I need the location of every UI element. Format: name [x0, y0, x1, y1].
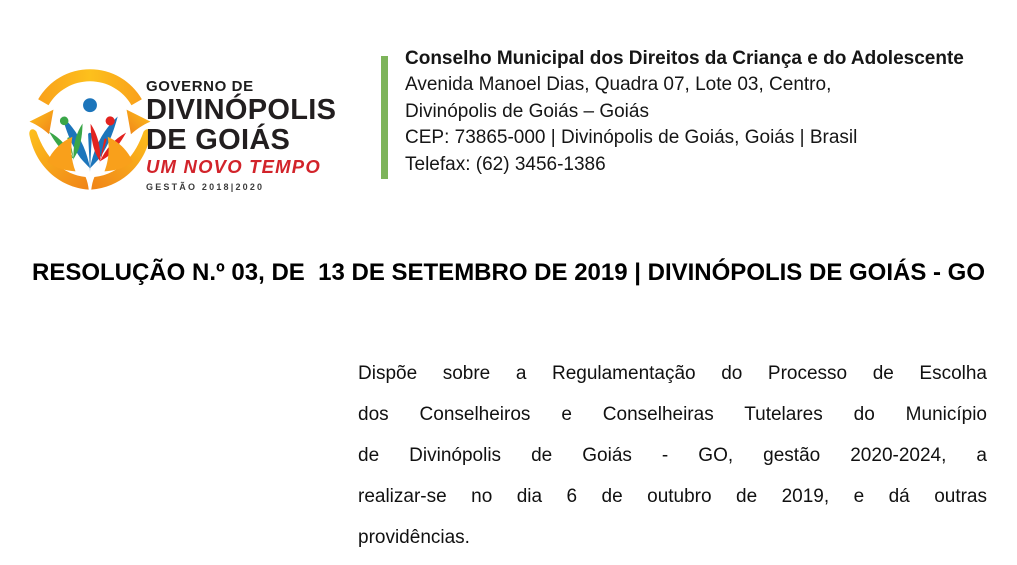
vertical-divider — [381, 56, 388, 179]
address-line: CEP: 73865-000 | Divinópolis de Goiás, Goiás | Brasil — [405, 127, 858, 149]
logo-city-line1: DIVINÓPOLIS — [146, 94, 337, 126]
letterhead-text — [405, 46, 964, 178]
ementa-paragraph — [358, 353, 987, 558]
org-name: Conselho Municipal dos Direitos da Criança e do Adolescente — [405, 48, 964, 69]
resolution-title: RESOLUÇÃO N.º 03, DE 13 DE SETEMBRO DE 2019 | DIVINÓPOLIS DE GOIÁS - GO — [31, 259, 985, 287]
address-line: Divinópolis de Goiás – Goiás — [405, 100, 649, 122]
address-line: Telefax: (62) 3456-1386 — [405, 153, 606, 175]
logo-city-line2: DE GOIÁS — [146, 124, 291, 156]
ementa-line: de Divinópolis de Goiás - GO, gestão 2020-2024, a — [358, 445, 987, 466]
ementa-line: dos Conselheiros e Conselheiras Tutelares do Município — [358, 404, 987, 425]
logo-text — [146, 79, 336, 192]
hands-children-emblem-icon — [27, 57, 153, 195]
ementa-line: realizar-se no dia 6 de outubro de 2019, e dá outras — [358, 486, 987, 507]
logo-governo-de: GOVERNO DE — [146, 78, 254, 95]
ementa-line: Dispõe sobre a Regulamentação do Processo de Escolha — [358, 363, 987, 384]
ementa-line: providências. — [358, 527, 470, 548]
logo-slogan: UM NOVO TEMPO — [146, 156, 321, 177]
address-line: Avenida Manoel Dias, Quadra 07, Lote 03, Centro, — [405, 74, 832, 96]
logo-gestao: GESTÃO 2018|2020 — [146, 181, 265, 192]
